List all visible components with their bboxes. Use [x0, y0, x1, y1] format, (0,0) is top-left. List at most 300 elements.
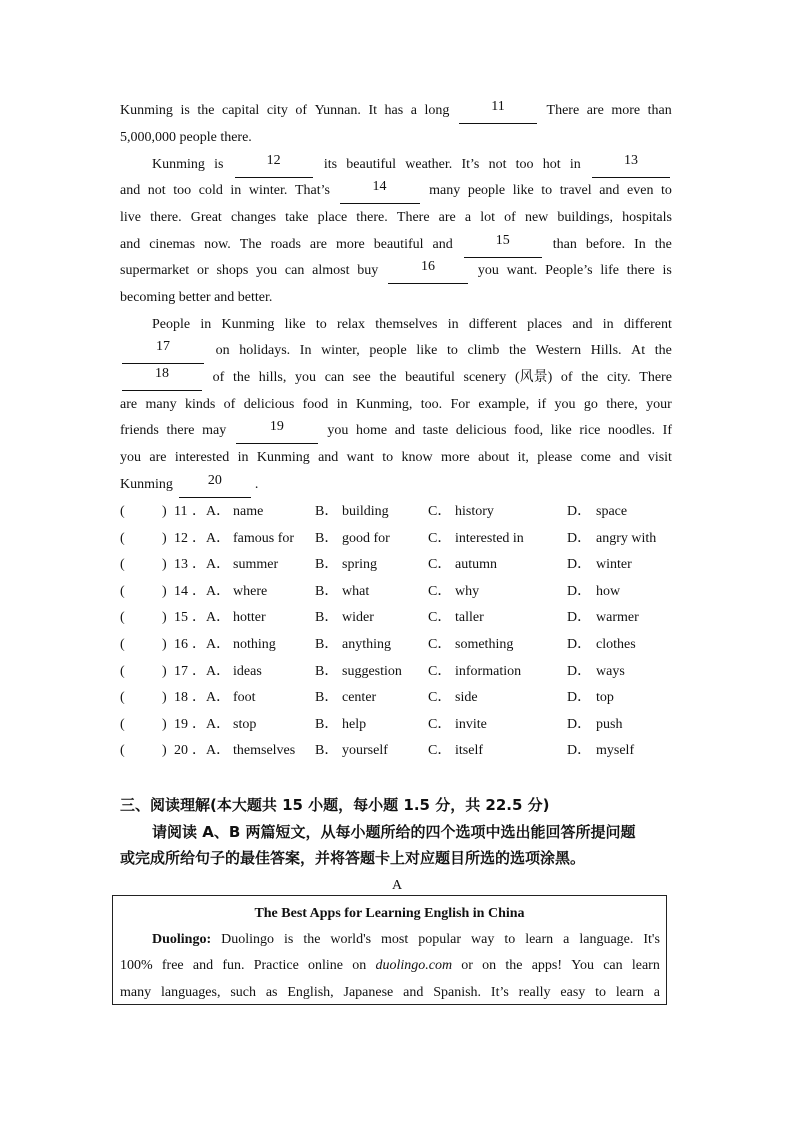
passage-word: and	[192, 958, 214, 973]
passage-word: take	[285, 210, 309, 225]
passage-word: places	[527, 317, 563, 332]
question-number: 15	[174, 610, 188, 626]
passage-word: and	[572, 317, 593, 332]
option-d: warmer	[596, 610, 639, 626]
passage-line	[120, 125, 672, 151]
answer-blank-13: 13	[592, 152, 670, 178]
passage-word: In	[634, 237, 646, 252]
option-letter-d: D．	[567, 690, 592, 706]
option-letter-c: C．	[428, 583, 452, 599]
passage-word: its	[323, 157, 338, 172]
passage-word: many	[120, 985, 152, 1000]
passage-word: are	[586, 103, 604, 118]
passage-word: example,	[478, 397, 530, 412]
answer-bracket-close: )	[162, 504, 167, 519]
passage-word: or	[196, 263, 209, 278]
option-letter-c: C．	[428, 504, 452, 519]
passage-word: taste	[422, 423, 449, 438]
option-a: ideas	[233, 663, 262, 679]
number-dot: ．	[192, 610, 206, 626]
passage-word: learn	[631, 958, 660, 973]
passage-word: language.	[579, 932, 634, 947]
option-letter-a: A．	[206, 557, 231, 573]
passage-word: That’s	[294, 183, 330, 198]
passage-word: lot	[480, 210, 496, 225]
passage-word: are	[149, 450, 167, 465]
passage-word: Practice	[253, 958, 299, 973]
option-d: clothes	[596, 637, 636, 652]
passage-word: city	[266, 103, 288, 118]
option-letter-b: B．	[315, 637, 339, 652]
passage-word: Kunming	[221, 317, 275, 332]
answer-bracket-open: (	[120, 504, 125, 519]
question-number: 20	[174, 743, 188, 759]
option-a: famous for	[233, 530, 295, 546]
option-a: themselves	[233, 743, 296, 759]
passage-word: the	[505, 958, 523, 973]
passage-line	[120, 232, 672, 258]
passage-word: of	[295, 103, 308, 118]
passage-word: on	[215, 343, 230, 358]
passage-word: in	[237, 450, 249, 465]
passage-word: different	[623, 317, 672, 332]
answer-bracket-close: )	[162, 663, 167, 679]
passage-word: It's	[643, 932, 660, 947]
passage-word: than	[647, 103, 672, 118]
passage-word: For	[450, 397, 470, 412]
number-dot: ．	[192, 743, 206, 759]
passage-word: even	[627, 183, 654, 198]
passage-word: are	[120, 397, 138, 412]
passage-word: Kunming	[120, 103, 173, 118]
passage-word: Spanish.	[433, 985, 482, 1000]
passage-word: is	[214, 157, 224, 172]
passage-word: like	[512, 183, 534, 198]
passage-word: supermarket	[120, 263, 190, 278]
passage-word: to	[382, 450, 394, 465]
passage-word: becoming better and better.	[120, 290, 273, 305]
passage-word: You	[571, 958, 594, 973]
passage-word: not	[488, 157, 507, 172]
passage-word: learn	[525, 932, 554, 947]
passage-word: you	[256, 263, 278, 278]
passage-word: city.	[607, 370, 631, 385]
passage-word: weather.	[405, 157, 453, 172]
passage-box-line	[152, 927, 660, 953]
option-letter-d: D．	[567, 663, 592, 679]
option-letter-b: B．	[315, 504, 339, 519]
option-d: angry with	[596, 530, 657, 546]
passage-word: in	[230, 183, 242, 198]
passage-word: are	[309, 237, 327, 252]
passage-line	[120, 285, 672, 311]
passage-word: you	[554, 397, 576, 412]
passage-word: the	[654, 237, 672, 252]
instruction-line-2: 或完成所给句子的最佳答案，并将答题卡上对应题目所选的选项涂黑。	[120, 849, 586, 867]
option-letter-b: B．	[315, 557, 339, 573]
option-letter-b: B．	[315, 690, 339, 706]
passage-word: People’s	[545, 263, 593, 278]
passage-word: beautiful	[346, 157, 397, 172]
question-number: 16	[174, 637, 188, 652]
question-row	[120, 579, 680, 605]
passage-word: Duolingo	[221, 932, 274, 947]
answer-bracket-close: )	[162, 610, 167, 626]
question-number: 19	[174, 716, 188, 732]
passage-word: People	[152, 317, 191, 332]
passage-word: want	[346, 450, 374, 465]
option-letter-d: D．	[567, 743, 592, 759]
passage-word: roads	[270, 237, 301, 252]
passage-word: delicious	[455, 423, 507, 438]
passage-word: place	[317, 210, 348, 225]
passage-word: in	[569, 157, 581, 172]
passage-word: new	[524, 210, 549, 225]
passage-word: the	[581, 370, 599, 385]
question-number: 17	[174, 663, 188, 679]
option-b: spring	[342, 557, 377, 573]
option-letter-a: A．	[206, 610, 231, 626]
passage-word: free	[161, 958, 184, 973]
question-row	[120, 738, 680, 764]
option-d: myself	[596, 743, 635, 759]
passage-line	[120, 365, 672, 391]
option-letter-c: C．	[428, 530, 452, 546]
passage-word: can	[284, 263, 305, 278]
passage-word: about	[478, 450, 510, 465]
passage-word: languages,	[160, 985, 221, 1000]
option-letter-c: C．	[428, 663, 452, 679]
passage-word: the	[379, 370, 397, 385]
passage-word: are	[438, 210, 456, 225]
passage-line	[120, 418, 672, 444]
answer-bracket-open: (	[120, 743, 125, 759]
passage-word: At	[631, 343, 646, 358]
option-letter-a: A．	[206, 743, 231, 759]
option-d: winter	[596, 557, 632, 573]
question-row	[120, 526, 680, 552]
passage-word: In	[299, 343, 312, 358]
answer-bracket-close: )	[162, 530, 167, 546]
passage-word: if	[537, 397, 547, 412]
passage-word: is	[180, 103, 190, 118]
passage-word: There	[546, 103, 580, 118]
answer-bracket-open: (	[120, 637, 125, 652]
option-a: nothing	[233, 637, 276, 652]
passage-label: A	[391, 878, 403, 893]
passage-word: Japanese	[343, 985, 394, 1000]
passage-line	[120, 445, 672, 471]
question-number: 18	[174, 690, 188, 706]
passage-word: on	[352, 958, 367, 973]
passage-word: Western	[535, 343, 582, 358]
option-b: suggestion	[342, 663, 402, 679]
passage-word: there,	[606, 397, 638, 412]
passage-word: and	[403, 985, 424, 1000]
answer-blank-15: 15	[464, 232, 542, 258]
passage-word: the	[232, 370, 251, 385]
passage-word: now.	[204, 237, 231, 252]
passage-word: hospitals	[622, 210, 672, 225]
passage-word: please	[537, 450, 573, 465]
passage-word: changes	[230, 210, 277, 225]
passage-word: travel	[559, 183, 592, 198]
passage-word: Hills.	[590, 343, 622, 358]
answer-blank-12: 12	[235, 152, 313, 178]
option-b: yourself	[342, 743, 388, 759]
passage-line	[120, 472, 672, 498]
question-row	[120, 712, 680, 738]
number-dot: ．	[192, 663, 206, 679]
passage-word: cinemas	[149, 237, 196, 252]
passage-word: the	[303, 932, 321, 947]
passage-word: to	[315, 317, 327, 332]
passage-word: 100%	[120, 958, 153, 973]
passage-word: almost	[312, 263, 350, 278]
passage-word: there.	[150, 210, 182, 225]
option-c: itself	[455, 743, 483, 759]
answer-blank-20: 20	[179, 472, 251, 498]
question-row	[120, 499, 680, 525]
option-c: history	[455, 504, 494, 519]
passage-box-line	[120, 980, 660, 1006]
passage-word: you	[477, 263, 499, 278]
option-letter-a: A．	[206, 504, 231, 519]
passage-word: If	[662, 423, 672, 438]
passage-word: rice	[579, 423, 601, 438]
passage-word: hills,	[258, 370, 287, 385]
passage-word: and	[120, 183, 141, 198]
option-a: foot	[233, 690, 256, 706]
question-row	[120, 605, 680, 631]
passage-word: people	[467, 183, 506, 198]
passage-word: really	[518, 985, 551, 1000]
passage-word: and	[599, 183, 620, 198]
option-letter-c: C．	[428, 610, 452, 626]
option-a: name	[233, 504, 264, 519]
passage-word: a	[410, 103, 417, 118]
section-heading: 三、阅读理解(本大题共 15 小题，每小题 1.5 分，共 22.5 分)	[120, 796, 550, 814]
passage-word: can	[603, 958, 623, 973]
option-letter-b: B．	[315, 716, 339, 732]
passage-word: there	[166, 423, 195, 438]
passage-word: life	[600, 263, 619, 278]
question-number: 11	[174, 504, 188, 519]
number-dot: ．	[192, 637, 206, 652]
option-c: interested in	[455, 530, 524, 546]
number-dot: ．	[192, 716, 206, 732]
passage-word: home	[356, 423, 388, 438]
app-name: Duolingo:	[152, 932, 212, 947]
passage-word: fun.	[222, 958, 245, 973]
passage-line	[120, 392, 672, 418]
answer-bracket-close: )	[162, 637, 167, 652]
passage-word: relax	[337, 317, 366, 332]
option-c: autumn	[455, 557, 497, 573]
passage-word: of	[212, 370, 225, 385]
passage-word: of	[504, 210, 516, 225]
option-b: good for	[342, 530, 390, 546]
option-a: hotter	[233, 610, 266, 626]
passage-word: the	[508, 343, 527, 358]
passage-word: Kunming,	[355, 397, 413, 412]
answer-blank-17: 17	[122, 338, 204, 364]
passage-word: friends	[120, 423, 159, 438]
passage-word: capital	[221, 103, 260, 118]
option-d: space	[596, 504, 628, 519]
option-letter-c: C．	[428, 690, 452, 706]
passage-word: apps!	[531, 958, 563, 973]
answer-bracket-open: (	[120, 557, 125, 573]
question-number: 14	[174, 583, 188, 599]
passage-word: It’s	[461, 157, 480, 172]
passage-word: can	[324, 370, 345, 385]
answer-bracket-close: )	[162, 716, 167, 732]
passage-word: buy	[357, 263, 379, 278]
option-letter-c: C．	[428, 743, 452, 759]
passage-word: like	[416, 343, 438, 358]
passage-word: online	[308, 958, 344, 973]
passage-word: too	[173, 183, 192, 198]
passage-word: different	[468, 317, 517, 332]
passage-line	[152, 312, 672, 338]
question-row	[120, 685, 680, 711]
passage-line	[120, 338, 672, 364]
instruction-line-1: 请阅读 A、B 两篇短文，从每小题所给的四个选项中选出能回答所提问题	[152, 823, 636, 841]
passage-word: to	[661, 183, 672, 198]
passage-word: you	[120, 450, 141, 465]
answer-bracket-close: )	[162, 557, 167, 573]
option-c: side	[455, 690, 478, 706]
option-letter-b: B．	[315, 663, 339, 679]
answer-blank-16: 16	[388, 258, 468, 284]
passage-word: to	[541, 183, 553, 198]
passage-word: many	[429, 183, 461, 198]
answer-bracket-close: )	[162, 690, 167, 706]
option-letter-c: C．	[428, 637, 452, 652]
option-a: summer	[233, 557, 279, 573]
option-letter-a: A．	[206, 690, 231, 706]
passage-word: food,	[514, 423, 544, 438]
option-b: help	[342, 716, 367, 732]
option-letter-c: C．	[428, 557, 452, 573]
passage-word: and	[394, 423, 415, 438]
passage-word: food	[302, 397, 329, 412]
passage-title: The Best Apps for Learning English in China	[254, 906, 525, 921]
passage-word: such	[230, 985, 256, 1000]
passage-word: and	[432, 237, 453, 252]
passage-word: .	[254, 477, 259, 492]
passage-word: The	[239, 237, 262, 252]
number-dot: ．	[192, 557, 206, 573]
passage-word: not	[147, 183, 166, 198]
answer-blank-18: 18	[122, 365, 202, 391]
passage-word: to	[504, 932, 516, 947]
passage-word: delicious	[243, 397, 295, 412]
option-letter-d: D．	[567, 504, 592, 519]
passage-word: of	[223, 397, 236, 412]
passage-word: like	[284, 317, 306, 332]
answer-bracket-open: (	[120, 663, 125, 679]
passage-word: winter,	[321, 343, 360, 358]
option-b: what	[342, 583, 370, 599]
passage-word: too	[515, 157, 534, 172]
passage-word: English,	[287, 985, 334, 1000]
passage-word: come	[580, 450, 611, 465]
option-b: center	[342, 690, 377, 706]
passage-word: beautiful	[405, 370, 455, 385]
option-letter-d: D．	[567, 530, 592, 546]
passage-word: the	[197, 103, 215, 118]
passage-word: visit	[647, 450, 672, 465]
passage-word: It	[368, 103, 377, 118]
option-d: how	[596, 583, 621, 599]
passage-line	[120, 258, 672, 284]
option-b: wider	[342, 610, 374, 626]
passage-word: may	[202, 423, 227, 438]
passage-word: holidays.	[239, 343, 291, 358]
answer-blank-19: 19	[236, 418, 318, 444]
option-c: why	[455, 583, 480, 599]
option-letter-a: A．	[206, 716, 231, 732]
option-letter-b: B．	[315, 743, 339, 759]
number-dot: ．	[192, 690, 206, 706]
passage-word: themselves	[375, 317, 438, 332]
passage-word: 5,000,000 people there.	[120, 130, 252, 145]
passage-word: is	[283, 932, 294, 947]
passage-word: you	[327, 423, 349, 438]
number-dot: ．	[192, 583, 206, 599]
passage-word: a	[563, 932, 570, 947]
passage-word: (风景)	[514, 370, 553, 385]
passage-word: Great	[190, 210, 222, 225]
answer-bracket-close: )	[162, 583, 167, 599]
option-letter-d: D．	[567, 583, 592, 599]
passage-word: it,	[517, 450, 529, 465]
passage-word: in	[447, 317, 459, 332]
passage-line	[152, 152, 672, 178]
passage-word: and	[318, 450, 339, 465]
passage-word: Yunnan.	[314, 103, 361, 118]
option-letter-b: B．	[315, 530, 339, 546]
option-letter-d: D．	[567, 557, 592, 573]
passage-word: know	[401, 450, 433, 465]
passage-word: in	[602, 317, 614, 332]
passage-word: to	[446, 343, 458, 358]
passage-word: It’s	[490, 985, 509, 1000]
option-b: anything	[342, 637, 391, 652]
passage-word: There	[639, 370, 672, 385]
option-letter-d: D．	[567, 637, 592, 652]
passage-word: Kunming	[152, 157, 205, 172]
answer-bracket-open: (	[120, 530, 125, 546]
passage-word: go	[583, 397, 598, 412]
passage-word: more	[611, 103, 641, 118]
passage-word: easy	[560, 985, 586, 1000]
passage-word: cold	[198, 183, 223, 198]
passage-word: buildings,	[557, 210, 614, 225]
option-letter-b: B．	[315, 583, 339, 599]
passage-word: as	[265, 985, 278, 1000]
option-letter-c: C．	[428, 716, 452, 732]
option-d: ways	[596, 663, 625, 679]
option-letter-a: A．	[206, 583, 231, 599]
passage-word: shops	[216, 263, 249, 278]
passage-word: there	[626, 263, 655, 278]
question-row	[120, 552, 680, 578]
passage-word: of	[560, 370, 573, 385]
passage-word: Kunming	[120, 477, 173, 492]
